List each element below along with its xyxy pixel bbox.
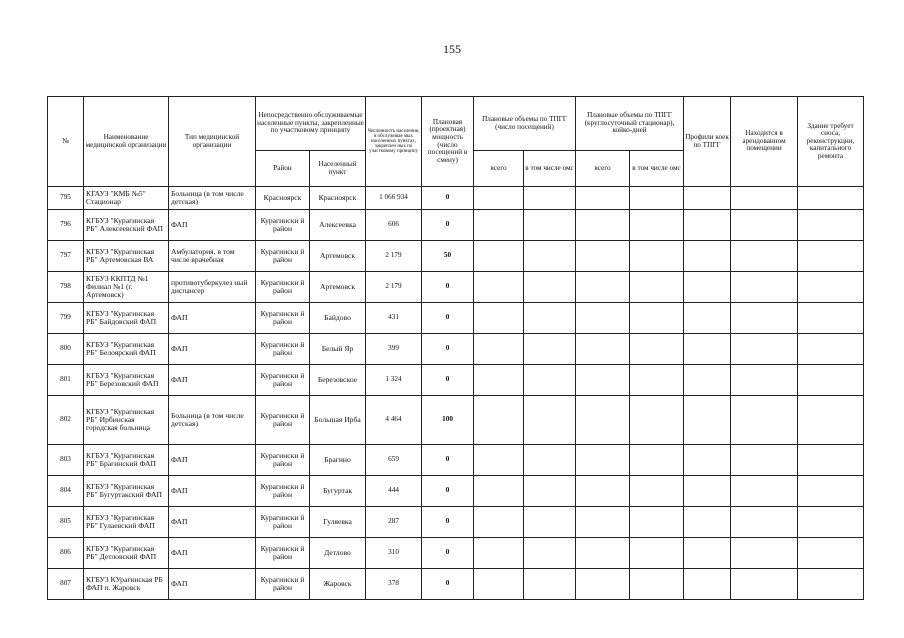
row-beds-oms	[630, 396, 684, 445]
row-beds-total	[576, 334, 630, 365]
header-beds-total: всего	[576, 151, 630, 187]
header-capacity: Плановая (проектная) мощность (число посещений в смену)	[422, 97, 474, 187]
header-beds-oms: в том числе омс	[630, 151, 684, 187]
table-row	[48, 187, 864, 210]
row-settlement: Брагино	[310, 445, 366, 476]
row-district: Курагински й район	[256, 445, 310, 476]
row-number: 798	[48, 272, 84, 303]
row-name: КГБУЗ "Курагинская РБ" Гулаевский ФАП	[84, 507, 169, 538]
row-capacity: 0	[422, 476, 474, 507]
row-number: 803	[48, 445, 84, 476]
row-population: 310	[366, 538, 422, 569]
header-type: Тип медицинской организации	[169, 97, 256, 187]
row-profiles	[684, 272, 731, 303]
row-profiles	[684, 241, 731, 272]
row-repair	[798, 241, 864, 272]
row-visits-oms	[524, 272, 576, 303]
row-settlement: Бугуртак	[310, 476, 366, 507]
row-rented	[731, 538, 798, 569]
row-beds-total	[576, 303, 630, 334]
row-type: ФАП	[169, 334, 256, 365]
header-district: Район	[256, 151, 310, 187]
row-profiles	[684, 210, 731, 241]
row-beds-total	[576, 210, 630, 241]
row-population: 444	[366, 476, 422, 507]
row-beds-total	[576, 476, 630, 507]
row-beds-total	[576, 538, 630, 569]
row-settlement: Белый Яр	[310, 334, 366, 365]
row-rented	[731, 365, 798, 396]
row-visits-oms	[524, 445, 576, 476]
row-visits-oms	[524, 187, 576, 210]
table-row	[48, 538, 864, 569]
row-district: Курагински й район	[256, 272, 310, 303]
table-row	[48, 476, 864, 507]
row-name: КГБУЗ "Курагинская РБ" Ирбинская городская больница	[84, 396, 169, 445]
row-rented	[731, 187, 798, 210]
row-visits-total	[474, 365, 524, 396]
row-settlement: Жаровск	[310, 569, 366, 600]
row-visits-oms	[524, 210, 576, 241]
row-population: 1 324	[366, 365, 422, 396]
row-rented	[731, 507, 798, 538]
row-beds-total	[576, 445, 630, 476]
row-type: ФАП	[169, 569, 256, 600]
row-repair	[798, 187, 864, 210]
row-name: КГБУЗ "Курагинская РБ" Бугуртакский ФАП	[84, 476, 169, 507]
row-name: КГБУЗ "Курагинская РБ" Байдовский ФАП	[84, 303, 169, 334]
row-beds-total	[576, 507, 630, 538]
table-row	[48, 334, 864, 365]
table-row	[48, 365, 864, 396]
row-visits-total	[474, 272, 524, 303]
row-name: КГБУЗ "Курагинская РБ" Белоярский ФАП	[84, 334, 169, 365]
row-population: 659	[366, 445, 422, 476]
row-settlement: Артемовск	[310, 272, 366, 303]
row-population: 431	[366, 303, 422, 334]
header-name: Наименование медицинской организации	[84, 97, 169, 187]
row-repair	[798, 303, 864, 334]
row-number: 804	[48, 476, 84, 507]
row-number: 806	[48, 538, 84, 569]
row-rented	[731, 445, 798, 476]
row-visits-total	[474, 241, 524, 272]
row-rented	[731, 303, 798, 334]
row-settlement: Большая Ирба	[310, 396, 366, 445]
row-settlement: Красноярск	[310, 187, 366, 210]
row-repair	[798, 507, 864, 538]
row-rented	[731, 476, 798, 507]
row-beds-total	[576, 365, 630, 396]
row-rented	[731, 210, 798, 241]
row-number: 799	[48, 303, 84, 334]
row-visits-oms	[524, 538, 576, 569]
row-capacity: 0	[422, 365, 474, 396]
row-profiles	[684, 507, 731, 538]
row-settlement: Байдово	[310, 303, 366, 334]
header-visits: Плановые объемы по ТПГГ (число посещений)	[474, 97, 576, 151]
row-number: 797	[48, 241, 84, 272]
row-number: 802	[48, 396, 84, 445]
row-beds-total	[576, 187, 630, 210]
row-number: 795	[48, 187, 84, 210]
row-population: 4 464	[366, 396, 422, 445]
row-profiles	[684, 365, 731, 396]
row-population: 606	[366, 210, 422, 241]
table-row	[48, 569, 864, 600]
row-type: Амбулатория, в том числе врачебная	[169, 241, 256, 272]
facilities-table	[47, 96, 864, 600]
row-profiles	[684, 476, 731, 507]
row-population: 287	[366, 507, 422, 538]
row-type: ФАП	[169, 365, 256, 396]
row-visits-oms	[524, 396, 576, 445]
table-row	[48, 303, 864, 334]
row-beds-oms	[630, 538, 684, 569]
page-number: 155	[443, 42, 461, 56]
row-visits-oms	[524, 241, 576, 272]
row-capacity: 100	[422, 396, 474, 445]
table-row	[48, 241, 864, 272]
row-type: Больница (в том числе детская)	[169, 187, 256, 210]
row-name: КГБУЗ "Курагинская РБ" Детловский ФАП	[84, 538, 169, 569]
row-type: ФАП	[169, 538, 256, 569]
row-type: ФАП	[169, 476, 256, 507]
row-name: КГБУЗ ККПТД №1 Филиал №1 (г. Артемовск)	[84, 272, 169, 303]
row-capacity: 0	[422, 569, 474, 600]
row-visits-oms	[524, 365, 576, 396]
header-attached: Непосредственно обслуживаемые населенные пункты, закрепленные по участковому принципу	[256, 97, 366, 151]
row-name: КГБУЗ "Курагинская РБ" Брагинский ФАП	[84, 445, 169, 476]
table-row	[48, 272, 864, 303]
row-district: Курагински й район	[256, 334, 310, 365]
row-capacity: 0	[422, 334, 474, 365]
row-number: 801	[48, 365, 84, 396]
row-type: ФАП	[169, 210, 256, 241]
row-visits-oms	[524, 476, 576, 507]
row-profiles	[684, 303, 731, 334]
row-name: КГБУЗ "Курагинская РБ" Артемовская ВА	[84, 241, 169, 272]
row-repair	[798, 569, 864, 600]
row-type: ФАП	[169, 507, 256, 538]
row-capacity: 0	[422, 303, 474, 334]
row-profiles	[684, 187, 731, 210]
row-visits-total	[474, 476, 524, 507]
row-capacity: 0	[422, 445, 474, 476]
row-visits-total	[474, 396, 524, 445]
row-capacity: 0	[422, 272, 474, 303]
row-type: Больница (в том числе детская)	[169, 396, 256, 445]
row-population: 1 066 934	[366, 187, 422, 210]
row-repair	[798, 210, 864, 241]
row-capacity: 50	[422, 241, 474, 272]
row-visits-total	[474, 538, 524, 569]
row-visits-total	[474, 210, 524, 241]
row-name: КГБУЗ "Курагинская РБ" Березовский ФАП	[84, 365, 169, 396]
header-visits-total: всего	[474, 151, 524, 187]
row-population: 399	[366, 334, 422, 365]
row-beds-oms	[630, 187, 684, 210]
row-visits-total	[474, 507, 524, 538]
header-beds: Плановые объемы по ТПГГ (круглосуточный стационар), койко-дней	[576, 97, 684, 151]
row-district: Курагински й район	[256, 210, 310, 241]
row-repair	[798, 365, 864, 396]
row-capacity: 0	[422, 507, 474, 538]
row-number: 796	[48, 210, 84, 241]
row-district: Курагински й район	[256, 241, 310, 272]
row-settlement: Алексеевка	[310, 210, 366, 241]
row-beds-oms	[630, 303, 684, 334]
row-profiles	[684, 396, 731, 445]
header-repair: Здание требует сноса, реконструкции, капитального ремонта	[798, 97, 864, 187]
header-num: №	[48, 97, 84, 187]
row-population: 378	[366, 569, 422, 600]
table-body	[48, 187, 864, 600]
row-visits-total	[474, 334, 524, 365]
row-visits-total	[474, 187, 524, 210]
header-settlement: Населенный пункт	[310, 151, 366, 187]
table-row	[48, 507, 864, 538]
row-settlement: Гуляевка	[310, 507, 366, 538]
row-rented	[731, 272, 798, 303]
row-beds-oms	[630, 507, 684, 538]
row-rented	[731, 396, 798, 445]
row-district: Курагински й район	[256, 476, 310, 507]
table-row	[48, 210, 864, 241]
row-beds-oms	[630, 210, 684, 241]
row-beds-oms	[630, 476, 684, 507]
row-visits-oms	[524, 334, 576, 365]
row-district: Курагински й район	[256, 569, 310, 600]
row-district: Красноярск	[256, 187, 310, 210]
row-district: Курагински й район	[256, 396, 310, 445]
row-settlement: Березовское	[310, 365, 366, 396]
row-beds-total	[576, 272, 630, 303]
row-beds-oms	[630, 569, 684, 600]
row-type: противотуберкулез ный диспансер	[169, 272, 256, 303]
table-row	[48, 445, 864, 476]
table-row	[48, 396, 864, 445]
row-population: 2 179	[366, 272, 422, 303]
row-beds-oms	[630, 445, 684, 476]
row-visits-oms	[524, 569, 576, 600]
row-beds-total	[576, 241, 630, 272]
row-profiles	[684, 334, 731, 365]
row-number: 800	[48, 334, 84, 365]
row-visits-total	[474, 445, 524, 476]
row-type: ФАП	[169, 445, 256, 476]
row-beds-total	[576, 396, 630, 445]
row-type: ФАП	[169, 303, 256, 334]
row-profiles	[684, 538, 731, 569]
header-population: Численность населения, в обслуживае мых населенных пунктах, закреплен ных по участковому принципу	[366, 97, 422, 187]
header-rented: Находится в арендованном помещении	[731, 97, 798, 187]
row-rented	[731, 241, 798, 272]
row-rented	[731, 569, 798, 600]
header-visits-oms: в том числе омс	[524, 151, 576, 187]
row-capacity: 0	[422, 187, 474, 210]
row-repair	[798, 334, 864, 365]
row-repair	[798, 396, 864, 445]
row-beds-oms	[630, 272, 684, 303]
row-visits-total	[474, 569, 524, 600]
row-beds-total	[576, 569, 630, 600]
row-district: Курагински й район	[256, 507, 310, 538]
row-capacity: 0	[422, 538, 474, 569]
row-visits-oms	[524, 303, 576, 334]
row-rented	[731, 334, 798, 365]
row-repair	[798, 445, 864, 476]
row-number: 807	[48, 569, 84, 600]
row-name: КГБУЗ КУрагинская РБ ФАП п. Жаровск	[84, 569, 169, 600]
row-repair	[798, 272, 864, 303]
row-beds-oms	[630, 241, 684, 272]
row-profiles	[684, 569, 731, 600]
row-population: 2 179	[366, 241, 422, 272]
row-repair	[798, 476, 864, 507]
row-district: Курагински й район	[256, 365, 310, 396]
row-number: 805	[48, 507, 84, 538]
row-visits-oms	[524, 507, 576, 538]
row-beds-oms	[630, 334, 684, 365]
row-name: КГБУЗ "Курагинская РБ" Алексеевский ФАП	[84, 210, 169, 241]
header-profiles: Профили коек по ТПГГ	[684, 97, 731, 187]
row-beds-oms	[630, 365, 684, 396]
row-visits-total	[474, 303, 524, 334]
row-district: Курагински й район	[256, 538, 310, 569]
row-district: Курагински й район	[256, 303, 310, 334]
row-repair	[798, 538, 864, 569]
row-settlement: Артемовск	[310, 241, 366, 272]
row-settlement: Детлово	[310, 538, 366, 569]
row-name: КГАУЗ "КМБ №5" Стационар	[84, 187, 169, 210]
row-capacity: 0	[422, 210, 474, 241]
row-profiles	[684, 445, 731, 476]
